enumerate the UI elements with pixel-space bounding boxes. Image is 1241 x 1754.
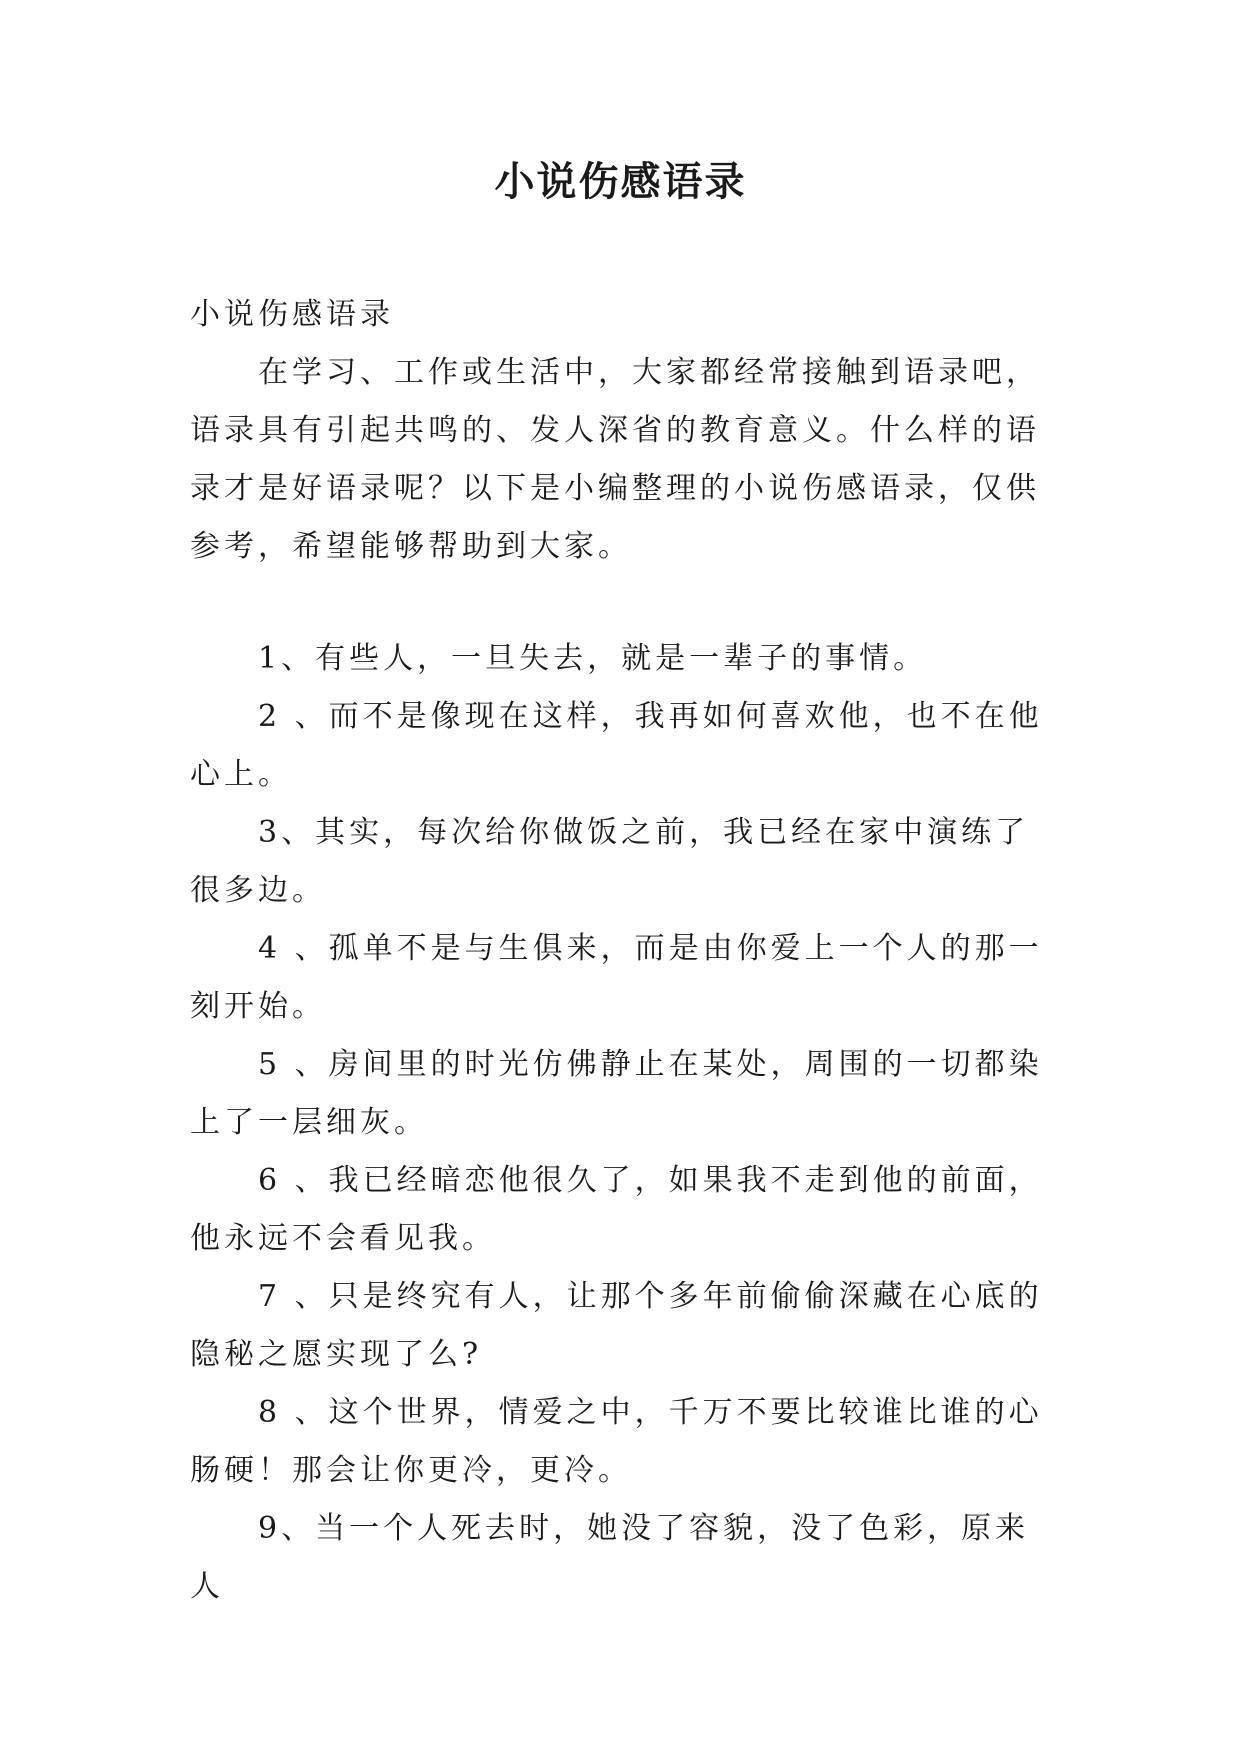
quote-item: 5 、房间里的时光仿佛静止在某处，周围的一切都染上了一层细灰。 — [190, 1047, 1043, 1140]
quote-item: 7 、只是终究有人，让那个多年前偷偷深藏在心底的隐秘之愿实现了么? — [190, 1279, 1043, 1372]
intro-paragraph: 在学习、工作或生活中，大家都经常接触到语录吧，语录具有引起共鸣的、发人深省的教育意义。什么样的语录才是好语录呢？以下是小编整理的小说伤感语录，仅供参考，希望能够帮助到大家。 — [190, 355, 1040, 564]
quote-item: 3、其实，每次给你做饭之前，我已经在家中演练了很多边。 — [190, 815, 1030, 908]
document-subtitle: 小说伤感语录 — [190, 297, 394, 332]
quote-item: 4 、孤单不是与生俱来，而是由你爱上一个人的那一刻开始。 — [190, 931, 1043, 1024]
quote-item: 6 、我已经暗恋他很久了，如果我不走到他的前面，他永远不会看见我。 — [190, 1163, 1043, 1256]
quote-list — [190, 630, 1050, 1616]
document-title: 小说伤感语录 — [494, 159, 747, 205]
quote-item: 8 、这个世界，情爱之中，千万不要比较谁比谁的心肠硬！那会让你更冷，更冷。 — [190, 1395, 1043, 1488]
quote-item: 9、当一个人死去时，她没了容貌，没了色彩，原来人 — [190, 1511, 1030, 1604]
quote-item: 1、有些人，一旦失去，就是一辈子的事情。 — [258, 641, 928, 676]
quote-item: 2 、而不是像现在这样，我再如何喜欢他，也不在他心上。 — [190, 699, 1043, 792]
